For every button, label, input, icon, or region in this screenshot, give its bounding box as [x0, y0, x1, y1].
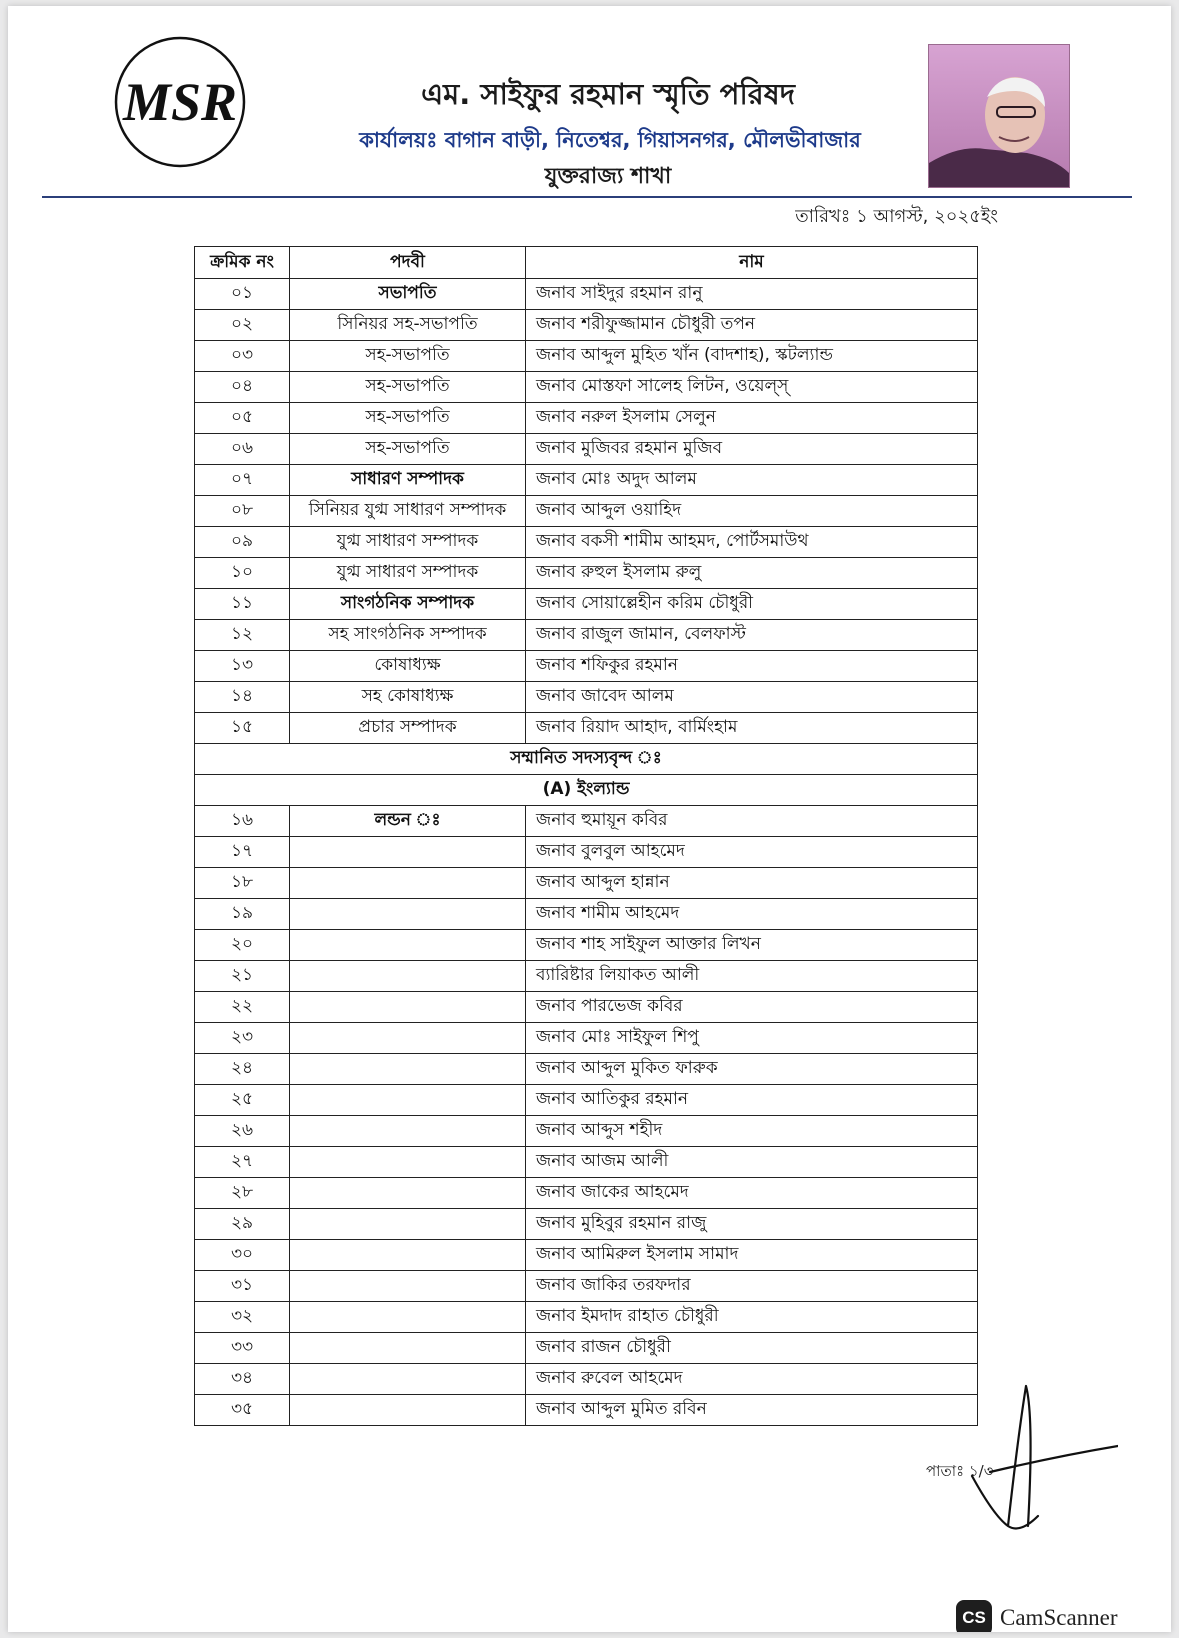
serial-cell: ২০: [195, 930, 290, 961]
position-cell: [290, 930, 526, 961]
serial-cell: ১৭: [195, 837, 290, 868]
serial-cell: ১২: [195, 620, 290, 651]
position-cell: [290, 1364, 526, 1395]
table-row: [195, 341, 978, 372]
serial-cell: ৩২: [195, 1302, 290, 1333]
table-row: [195, 1333, 978, 1364]
name-cell: জনাব শরীফুজ্জামান চৌধুরী তপন: [526, 310, 978, 341]
position-cell: সহ কোষাধ্যক্ষ: [290, 682, 526, 713]
serial-cell: ২৪: [195, 1054, 290, 1085]
serial-cell: ২৫: [195, 1085, 290, 1116]
serial-cell: ২৯: [195, 1209, 290, 1240]
header-name: নাম: [526, 247, 978, 279]
committee-rows: [195, 279, 978, 744]
table-row: [195, 1023, 978, 1054]
name-cell: জনাব মোঃ অদুদ আলম: [526, 465, 978, 496]
issue-date: তারিখঃ ১ আগস্ট, ২০২৫ইং: [795, 206, 998, 227]
name-cell: জনাব মুজিবর রহমান মুজিব: [526, 434, 978, 465]
table-row: [195, 434, 978, 465]
name-cell: জনাব সাইদুর রহমান রানু: [526, 279, 978, 310]
name-cell: জনাব রাজন চৌধুরী: [526, 1333, 978, 1364]
position-cell: সহ-সভাপতি: [290, 341, 526, 372]
position-cell: [290, 868, 526, 899]
name-cell: জনাব শাহ সাইফুল আক্তার লিখন: [526, 930, 978, 961]
table-row: [195, 837, 978, 868]
position-cell: [290, 899, 526, 930]
table-row: [195, 1395, 978, 1426]
table-row: [195, 465, 978, 496]
table-row: [195, 1364, 978, 1395]
serial-cell: ২১: [195, 961, 290, 992]
table-row: [195, 496, 978, 527]
position-cell: [290, 1209, 526, 1240]
honorary-members-heading-row: [195, 744, 978, 775]
serial-cell: ১৩: [195, 651, 290, 682]
name-cell: জনাব জাকের আহমেদ: [526, 1178, 978, 1209]
name-cell: জনাব ইমদাদ রাহাত চৌধুরী: [526, 1302, 978, 1333]
table-row: [195, 310, 978, 341]
table-row: [195, 930, 978, 961]
name-cell: জনাব শফিকুর রহমান: [526, 651, 978, 682]
header-serial: ক্রমিক নং: [195, 247, 290, 279]
name-cell: জনাব পারভেজ কবির: [526, 992, 978, 1023]
table-row: [195, 899, 978, 930]
serial-cell: ৩১: [195, 1271, 290, 1302]
serial-cell: ০৩: [195, 341, 290, 372]
position-cell: সিনিয়র সহ-সভাপতি: [290, 310, 526, 341]
table-row: [195, 961, 978, 992]
name-cell: জনাব জাবেদ আলম: [526, 682, 978, 713]
serial-cell: ০৪: [195, 372, 290, 403]
serial-cell: ০২: [195, 310, 290, 341]
serial-cell: ১৮: [195, 868, 290, 899]
position-cell: সভাপতি: [290, 279, 526, 310]
region-heading: (A) ইংল্যান্ড: [195, 775, 978, 806]
name-cell: জনাব মোঃ সাইফুল শিপু: [526, 1023, 978, 1054]
msr-logo: [112, 34, 248, 170]
name-cell: জনাব রুবেল আহমেদ: [526, 1364, 978, 1395]
name-cell: জনাব আব্দুস শহীদ: [526, 1116, 978, 1147]
camscanner-icon: CS: [956, 1600, 992, 1632]
table-row: [195, 589, 978, 620]
serial-cell: ৩৩: [195, 1333, 290, 1364]
name-cell: জনাব আব্দুল মুকিত ফারুক: [526, 1054, 978, 1085]
position-cell: সহ-সভাপতি: [290, 403, 526, 434]
organization-name: এম. সাইফুর রহমান স্মৃতি পরিষদ: [421, 77, 795, 111]
position-cell: [290, 1240, 526, 1271]
camscanner-label: CamScanner: [1000, 1605, 1118, 1630]
serial-cell: ০৬: [195, 434, 290, 465]
table-row: [195, 1054, 978, 1085]
name-cell: জনাব সোয়াল্লেহীন করিম চৌধুরী: [526, 589, 978, 620]
table-row: [195, 620, 978, 651]
name-cell: জনাব আব্দুল হান্নান: [526, 868, 978, 899]
serial-cell: ১০: [195, 558, 290, 589]
position-cell: সাংগঠনিক সম্পাদক: [290, 589, 526, 620]
table-row: [195, 403, 978, 434]
table-row: [195, 868, 978, 899]
name-cell: জনাব আব্দুল ওয়াহিদ: [526, 496, 978, 527]
serial-cell: ৩৫: [195, 1395, 290, 1426]
name-cell: জনাব মোস্তফা সালেহ লিটন, ওয়েল্‌স্‌: [526, 372, 978, 403]
position-cell: লন্ডন ঃ: [290, 806, 526, 837]
document-page: [8, 6, 1171, 1632]
honorary-members-heading: সম্মানিত সদস্যবৃন্দ ঃ: [195, 744, 978, 775]
table-row: [195, 1271, 978, 1302]
table-row: [195, 527, 978, 558]
name-cell: জনাব শামীম আহমেদ: [526, 899, 978, 930]
serial-cell: ০৯: [195, 527, 290, 558]
serial-cell: ৩০: [195, 1240, 290, 1271]
table-row: [195, 1178, 978, 1209]
serial-cell: ১১: [195, 589, 290, 620]
region-heading-row: [195, 775, 978, 806]
position-cell: [290, 1085, 526, 1116]
table-row: [195, 1085, 978, 1116]
table-row: [195, 1209, 978, 1240]
position-cell: যুগ্ম সাধারণ সম্পাদক: [290, 558, 526, 589]
position-cell: [290, 1271, 526, 1302]
position-cell: [290, 837, 526, 868]
position-cell: [290, 1116, 526, 1147]
position-cell: প্রচার সম্পাদক: [290, 713, 526, 744]
name-cell: জনাব নরুল ইসলাম সেলুন: [526, 403, 978, 434]
table-row: [195, 992, 978, 1023]
serial-cell: ০৮: [195, 496, 290, 527]
position-cell: [290, 1147, 526, 1178]
table-row: [195, 806, 978, 837]
serial-cell: ২২: [195, 992, 290, 1023]
position-cell: সিনিয়র যুগ্ম সাধারণ সম্পাদক: [290, 496, 526, 527]
table-row: [195, 651, 978, 682]
position-cell: সহ সাংগঠনিক সম্পাদক: [290, 620, 526, 651]
serial-cell: ২৮: [195, 1178, 290, 1209]
table-row: [195, 1116, 978, 1147]
office-address: কার্যালয়ঃ বাগান বাড়ী, নিতেশ্বর, গিয়াসনগর, মৌলভীবাজার: [359, 128, 861, 152]
table-row: [195, 372, 978, 403]
name-cell: জনাব আব্দুল মুহিত খাঁন (বাদশাহ), স্কটল্যান্ড: [526, 341, 978, 372]
serial-cell: ১৫: [195, 713, 290, 744]
serial-cell: ১৪: [195, 682, 290, 713]
header-position: পদবী: [290, 247, 526, 279]
name-cell: জনাব বকসী শামীম আহমদ, পোর্টসমাউথ: [526, 527, 978, 558]
position-cell: [290, 1302, 526, 1333]
serial-cell: ৩৪: [195, 1364, 290, 1395]
name-cell: জনাব আমিরুল ইসলাম সামাদ: [526, 1240, 978, 1271]
name-cell: জনাব আজম আলী: [526, 1147, 978, 1178]
serial-cell: ২৩: [195, 1023, 290, 1054]
position-cell: সহ-সভাপতি: [290, 372, 526, 403]
position-cell: [290, 1178, 526, 1209]
position-cell: [290, 992, 526, 1023]
serial-cell: ১৬: [195, 806, 290, 837]
table-row: [195, 558, 978, 589]
handwritten-signature: [968, 1376, 1118, 1536]
position-cell: সহ-সভাপতি: [290, 434, 526, 465]
member-rows: [195, 806, 978, 1426]
name-cell: জনাব হুমায়ূন কবির: [526, 806, 978, 837]
serial-cell: ২৬: [195, 1116, 290, 1147]
position-cell: কোষাধ্যক্ষ: [290, 651, 526, 682]
name-cell: জনাব আতিকুর রহমান: [526, 1085, 978, 1116]
name-cell: জনাব মুহিবুর রহমান রাজু: [526, 1209, 978, 1240]
position-cell: সাধারণ সম্পাদক: [290, 465, 526, 496]
serial-cell: ০১: [195, 279, 290, 310]
table-row: [195, 279, 978, 310]
header-divider: [42, 196, 1132, 198]
position-cell: যুগ্ম সাধারণ সম্পাদক: [290, 527, 526, 558]
svg-text:MSR: MSR: [122, 72, 238, 132]
position-cell: [290, 1333, 526, 1364]
serial-cell: ২৭: [195, 1147, 290, 1178]
table-header-row: [195, 247, 978, 279]
name-cell: জনাব রুহুল ইসলাম রুলু: [526, 558, 978, 589]
page-number: পাতাঃ ১/৩: [926, 1462, 994, 1480]
portrait-photo: [928, 44, 1070, 188]
position-cell: [290, 1054, 526, 1085]
name-cell: জনাব আব্দুল মুমিত রবিন: [526, 1395, 978, 1426]
serial-cell: ০৫: [195, 403, 290, 434]
table-row: [195, 1240, 978, 1271]
branch-name: যুক্তরাজ্য শাখা: [544, 164, 672, 189]
serial-cell: ১৯: [195, 899, 290, 930]
name-cell: জনাব রিয়াদ আহাদ, বার্মিংহাম: [526, 713, 978, 744]
name-cell: জনাব রাজুল জামান, বেলফাস্ট: [526, 620, 978, 651]
position-cell: [290, 1023, 526, 1054]
camscanner-watermark: [956, 1600, 1118, 1632]
serial-cell: ০৭: [195, 465, 290, 496]
table-row: [195, 713, 978, 744]
table-row: [195, 1302, 978, 1333]
position-cell: [290, 1395, 526, 1426]
committee-table: [194, 246, 978, 1426]
name-cell: জনাব বুলবুল আহমেদ: [526, 837, 978, 868]
position-cell: [290, 961, 526, 992]
table-row: [195, 682, 978, 713]
name-cell: জনাব জাকির তরফদার: [526, 1271, 978, 1302]
table-row: [195, 1147, 978, 1178]
name-cell: ব্যারিষ্টার লিয়াকত আলী: [526, 961, 978, 992]
